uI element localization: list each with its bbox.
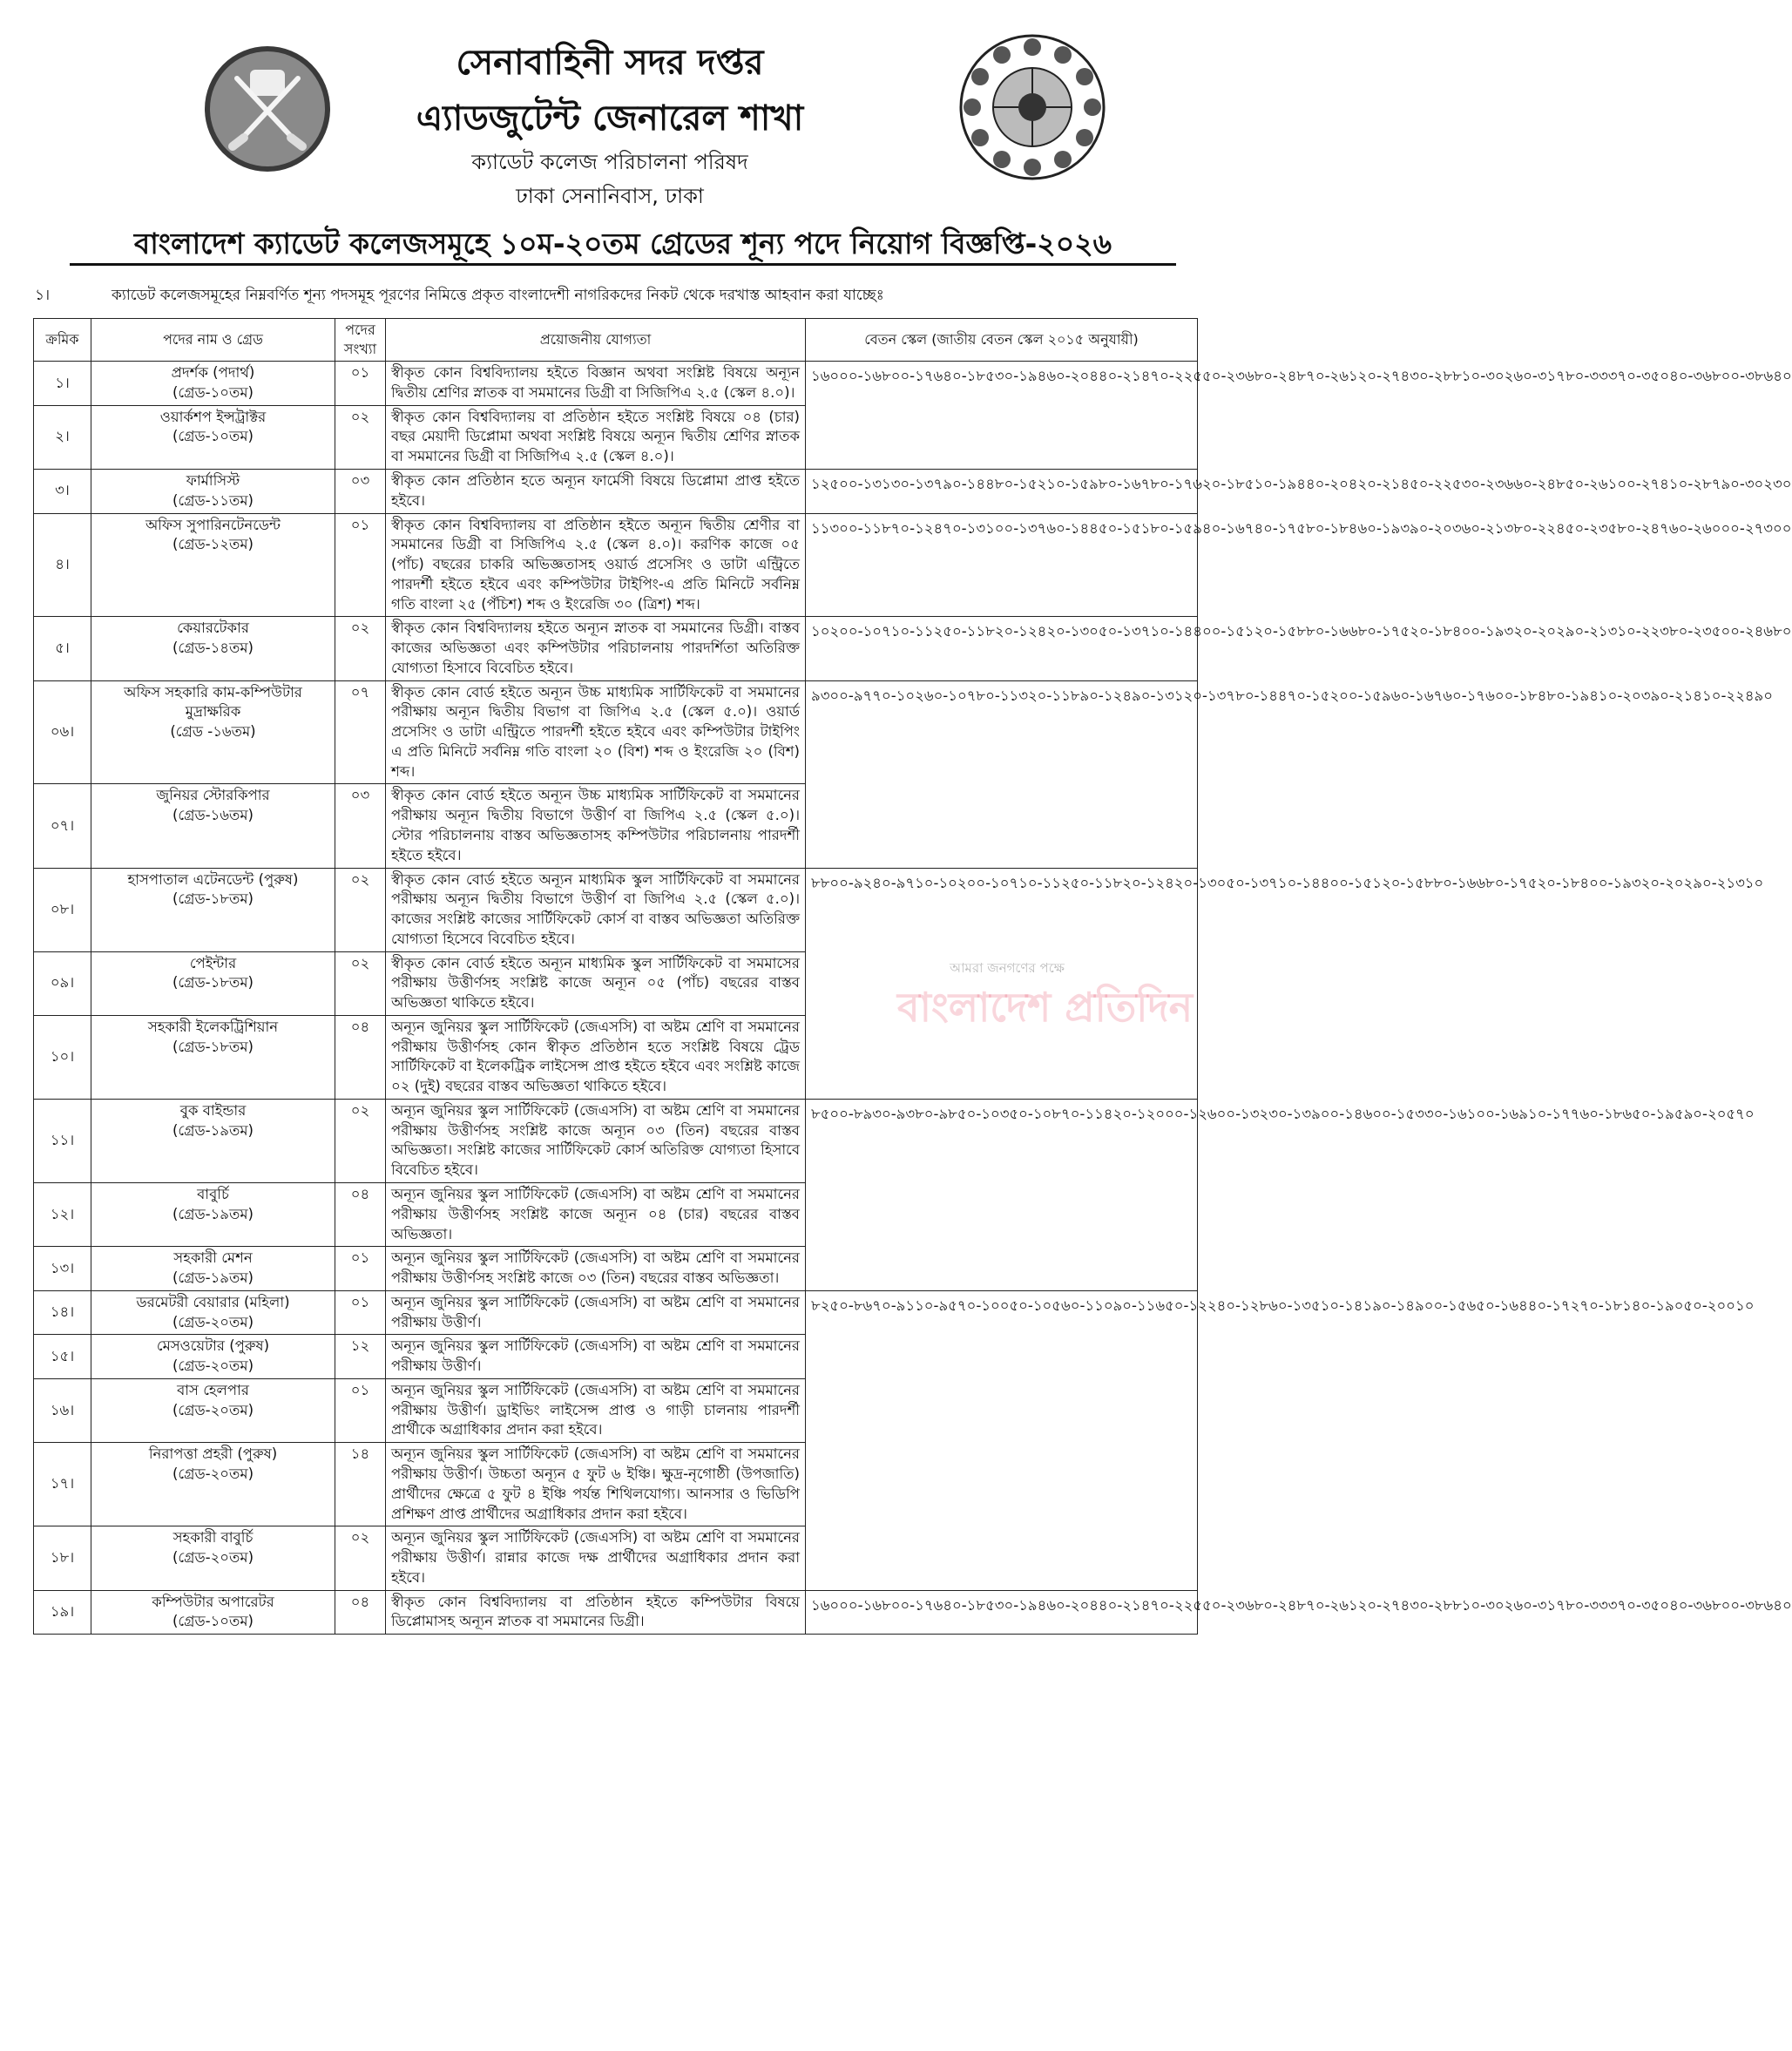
post-grade: (গ্রেড-১৬তম) — [172, 807, 254, 824]
table-row — [34, 513, 1198, 617]
row-qualification: অন্যূন জুনিয়র স্কুল সার্টিফিকেট (জেএসসি) বা অষ্টম শ্রেণি বা সমমানের পরীক্ষায় উত্তীর্ণ। — [386, 1335, 806, 1379]
row-serial: ১৬। — [34, 1378, 91, 1442]
post-name: মেসওয়েটার (পুরুষ) — [156, 1337, 270, 1355]
header-qualification: প্রয়োজনীয় যোগ্যতা — [386, 319, 806, 362]
row-count: ০৩ — [335, 784, 386, 868]
branch-name: এ্যাডজুটেন্ট জেনারেল শাখা — [416, 98, 804, 139]
row-qualification: অন্যূন জুনিয়র স্কুল সার্টিফিকেট (জেএসসি) বা অষ্টম শ্রেণি বা সমমানের পরীক্ষায় উত্তীর্ণসহ কোন স্বীকৃত প্রতিষ্ঠান হতে সংশ্লিষ্ট বিষয়ে ট্রেড সার্টিফিকেট বা ইলেকট্রিক লাইসেন্স প্রাপ্ত হইতে হইবে এবং সংশ্লিষ্ট কাজে ০২ (দুই) বছরের বাস্তব অভিজ্ঞতা থাকিতে হইবে। — [386, 1015, 806, 1099]
row-post — [91, 784, 335, 868]
row-serial: ১০। — [34, 1015, 91, 1099]
row-count: ০১ — [335, 1247, 386, 1291]
row-qualification: স্বীকৃত কোন বোর্ড হইতে অন্যূন উচ্চ মাধ্যমিক সার্টিফিকেট বা সমমানের পরীক্ষায় অন্যূন দ্বিতীয় বিভাগে উত্তীর্ণ বা জিপিএ ২.৫ (স্কেল ৫.০)। স্টোর পরিচালনায় বাস্তব অভিজ্ঞতাসহ কম্পিউটার পরিচালনায় পারদর্শী হইতে হইবে। — [386, 784, 806, 868]
row-post — [91, 362, 335, 406]
row-count: ০৩ — [335, 469, 386, 513]
row-count: ০৪ — [335, 1015, 386, 1099]
post-grade: (গ্রেড-১৯তম) — [172, 1121, 254, 1139]
post-name: হাসপাতাল এটেনডেন্ট (পুরুষ) — [127, 870, 299, 888]
post-name: কম্পিউটার অপারেটর — [152, 1593, 274, 1610]
post-name: সহকারী ইলেকট্রিশিয়ান — [147, 1018, 279, 1035]
post-grade: (গ্রেড-১৮তম) — [172, 974, 254, 992]
table-row — [34, 680, 1198, 784]
post-grade: (গ্রেড-১০তম) — [172, 383, 254, 401]
post-name: কেয়ারটেকার — [177, 619, 249, 637]
row-qualification: অন্যূন জুনিয়র স্কুল সার্টিফিকেট (জেএসসি) বা অষ্টম শ্রেণি বা সমমানের পরীক্ষায় উত্তীর্ণ। রান্নার কাজে দক্ষ প্রার্থীদের অগ্রাধিকার প্রদান করা হইবে। — [386, 1526, 806, 1590]
row-post — [91, 1526, 335, 1590]
post-name: ডরমেটরী বেয়ারার (মহিলা) — [136, 1293, 290, 1310]
city-name: ঢাকা সেনানিবাস, ঢাকা — [516, 184, 704, 208]
row-serial: ৪। — [34, 513, 91, 617]
post-name: অফিস সুপারিনটেনডেন্ট — [145, 516, 281, 533]
row-qualification: অন্যূন জুনিয়র স্কুল সার্টিফিকেট (জেএসসি) বা অষ্টম শ্রেণি বা সমমানের পরীক্ষায় উত্তীর্ণসহ সংশ্লিষ্ট কাজে অন্যূন ০৩ (তিন) বছরের বাস্তব অভিজ্ঞতা। সংশ্লিষ্ট কাজের সার্টিফিকেট কোর্স অতিরিক্ত যোগ্যতা হিসাবে বিবেচিত হইবে। — [386, 1099, 806, 1182]
post-name: অফিস সহকারি কাম-কম্পিউটার মুদ্রাক্ষরিক — [124, 683, 302, 721]
row-serial: ১৪। — [34, 1290, 91, 1335]
row-post — [91, 1590, 335, 1635]
row-qualification: স্বীকৃত কোন বিশ্ববিদ্যালয় বা প্রতিষ্ঠান হইতে সংশ্লিষ্ট বিষয়ে ০৪ (চার) বছর মেয়াদী ডিপ্লোমা অথবা সংশ্লিষ্ট বিষয়ে অন্যূন দ্বিতীয় শ্রেণির স্নাতক বা সমমানের ডিগ্রী বা সিজিপিএ ২.৫ (স্কেল ৪.০)। — [386, 405, 806, 469]
post-grade: (গ্রেড-১০তম) — [172, 428, 254, 445]
row-serial: ১১। — [34, 1099, 91, 1182]
post-name: জুনিয়র স্টোরকিপার — [156, 787, 270, 804]
row-count: ০২ — [335, 951, 386, 1015]
row-count: ০২ — [335, 405, 386, 469]
post-grade: (গ্রেড -১৬তম) — [170, 723, 256, 741]
row-post — [91, 1015, 335, 1099]
row-serial: ১। — [34, 362, 91, 406]
watermark-tagline: আমরা জনগণের পক্ষে — [950, 960, 1065, 976]
post-name: ফার্মাসিস্ট — [186, 471, 240, 489]
row-serial: ১২। — [34, 1183, 91, 1247]
intro-number: ১। — [35, 287, 51, 304]
post-grade: (গ্রেড-১৮তম) — [172, 1038, 254, 1055]
row-qualification: অন্যূন জুনিয়র স্কুল সার্টিফিকেট (জেএসসি) বা অষ্টম শ্রেণি বা সমমানের পরীক্ষায় উত্তীর্ণ। ড্রাইভিং লাইসেন্স প্রাপ্ত ও গাড়ী চালনায় পারদর্শী প্রার্থীকে অগ্রাধিকার প্রদান করা হইবে। — [386, 1378, 806, 1442]
row-serial: ১৭। — [34, 1443, 91, 1526]
row-count: ০২ — [335, 617, 386, 680]
post-name: নিরাপত্তা প্রহরী (পুরুষ) — [148, 1445, 278, 1463]
table-row — [34, 617, 1198, 680]
row-serial: ১৮। — [34, 1526, 91, 1590]
organization-name: সেনাবাহিনী সদর দপ্তর — [456, 43, 764, 83]
row-post — [91, 951, 335, 1015]
row-serial: ১৯। — [34, 1590, 91, 1635]
row-post — [91, 617, 335, 680]
row-post — [91, 1099, 335, 1182]
row-qualification: স্বীকৃত কোন বোর্ড হইতে অন্যূন মাধ্যমিক স্কুল সার্টিফিকেট বা সমমানের পরীক্ষায় অন্যূন দ্বিতীয় বিভাগে উত্তীর্ণ বা জিপিএ ২.৫ (স্কেল ৫.০)। কাজের সংশ্লিষ্ট কাজের সার্টিফিকেট কোর্স বা বাস্তব অভিজ্ঞতা অতিরিক্ত যোগ্যতা হিসেবে বিবেচিত হইবে। — [386, 868, 806, 951]
row-pay-scale: ৮৮০০-৯২৪০-৯৭১০-১০২০০-১০৭১০-১১২৫০-১১৮২০-১২৪২০-১৩০৫০-১৩৭১০-১৪৪০০-১৫১২০-১৫৮৮০-১৬৬৮০-১৭৫২০-১৮৪০০-১৯৩২০-২০২৯০-২১৩১০ — [806, 868, 1198, 1099]
post-grade: (গ্রেড-১১তম) — [172, 491, 254, 509]
row-serial: ২। — [34, 405, 91, 469]
row-serial: ১৫। — [34, 1335, 91, 1379]
post-name: পেইন্টার — [189, 954, 237, 971]
row-pay-scale: ৮২৫০-৮৬৭০-৯১১০-৯৫৭০-১০০৫০-১০৫৬০-১১০৯০-১১৬৫০-১২২৪০-১২৮৬০-১৩৫১০-১৪১৯০-১৪৯০০-১৫৬৫০-১৬৪৪০-১৭২৭০-১৮১৪০-১৯০৫০-২০০১০ — [806, 1290, 1198, 1590]
row-post — [91, 1183, 335, 1247]
post-grade: (গ্রেড-১২তম) — [172, 536, 254, 553]
row-post — [91, 1247, 335, 1291]
row-serial: ৫। — [34, 617, 91, 680]
row-pay-scale: ৮৫০০-৮৯৩০-৯৩৮০-৯৮৫০-১০৩৫০-১০৮৭০-১১৪২০-১২০০০-১২৬০০-১৩২৩০-১৩৯০০-১৪৬০০-১৫৩৩০-১৬১০০-১৬৯১০-১৭৭৬০-১৮৬৫০-১৯৫৯০-২০৫৭০ — [806, 1099, 1198, 1290]
row-pay-scale: ১৬০০০-১৬৮০০-১৭৬৪০-১৮৫৩০-১৯৪৬০-২০৪৪০-২১৪৭০-২২৫৫০-২৩৬৮০-২৪৮৭০-২৬১২০-২৭৪৩০-২৮৮১০-৩০২৬০-৩১৭৮০-৩৩৩৭০-৩৫০৪০-৩৬৮০০-৩৮৬৪০ — [806, 362, 1198, 470]
row-qualification: অন্যূন জুনিয়র স্কুল সার্টিফিকেট (জেএসসি) বা অষ্টম শ্রেণি বা সমমানের পরীক্ষায় উত্তীর্ণ। — [386, 1290, 806, 1335]
row-qualification: অন্যূন জুনিয়র স্কুল সার্টিফিকেট (জেএসসি) বা অষ্টম শ্রেণি বা সমমানের পরীক্ষায় উত্তীর্ণসহ সংশ্লিষ্ট কাজে অন্যূন ০৪ (চার) বছরের বাস্তব অভিজ্ঞতা। — [386, 1183, 806, 1247]
watermark-brand: বাংলাদেশ প্রতিদিন — [897, 984, 1194, 1031]
header-serial: ক্রমিক — [34, 319, 91, 362]
post-grade: (গ্রেড-২০তম) — [172, 1313, 254, 1330]
post-grade: (গ্রেড-১৯তম) — [172, 1205, 254, 1222]
row-qualification: অন্যূন জুনিয়র স্কুল সার্টিফিকেট (জেএসসি) বা অষ্টম শ্রেণি বা সমমানের পরীক্ষায় উত্তীর্ণসহ সংশ্লিষ্ট কাজে ০৩ (তিন) বছরের বাস্তব অভিজ্ঞতা। — [386, 1247, 806, 1291]
table-row — [34, 1290, 1198, 1335]
notice-header — [0, 0, 1220, 234]
row-serial: ০৯। — [34, 951, 91, 1015]
row-count: ০৪ — [335, 1590, 386, 1635]
row-post — [91, 1443, 335, 1526]
row-post — [91, 680, 335, 784]
row-serial: ০৬। — [34, 680, 91, 784]
row-serial: ০৭। — [34, 784, 91, 868]
row-count: ০২ — [335, 1526, 386, 1590]
row-qualification: স্বীকৃত কোন বোর্ড হইতে অন্যূন উচ্চ মাধ্যমিক সার্টিফিকেট বা সমমানের পরীক্ষায় অন্যূন দ্বিতীয় বিভাগ বা জিপিএ ২.৫ (স্কেল ৫.০)। ওয়ার্ড প্রসেসিং ও ডাটা এন্ট্রিতে পারদর্শী হইতে হইবে এবং কম্পিউটার টাইপিং এ প্রতি মিনিটে সর্বনিম্ন গতি বাংলা ২০ (বিশ) শব্দ ও ইংরেজি ২০ (বিশ) শব্দ। — [386, 680, 806, 784]
post-name: সহকারী বাবুর্চি — [172, 1529, 254, 1547]
table-header-row — [34, 319, 1198, 362]
row-post — [91, 469, 335, 513]
row-count: ০২ — [335, 1099, 386, 1182]
header-pay-scale: বেতন স্কেল (জাতীয় বেতন স্কেল ২০১৫ অনুযায়ী) — [806, 319, 1198, 362]
post-grade: (গ্রেড-১৯তম) — [172, 1269, 254, 1287]
row-count: ১৪ — [335, 1443, 386, 1526]
row-qualification: অন্যূন জুনিয়র স্কুল সার্টিফিকেট (জেএসসি) বা অষ্টম শ্রেণি বা সমমানের পরীক্ষায় উত্তীর্ণ। উচ্চতা অন্যূন ৫ ফুট ৬ ইঞ্চি। ক্ষুদ্র-নৃগোষ্ঠী (উপজাতি) প্রার্থীদের ক্ষেত্রে ৫ ফুট ৪ ইঞ্চি পর্যন্ত শিথিলযোগ্য। আনসার ও ভিডিপি প্রশিক্ষণ প্রাপ্ত প্রার্থীদের অগ্রাধিকার প্রদান করা হইবে। — [386, 1443, 806, 1526]
row-post — [91, 1290, 335, 1335]
row-post — [91, 1335, 335, 1379]
row-pay-scale: ১২৫০০-১৩১৩০-১৩৭৯০-১৪৪৮০-১৫২১০-১৫৯৮০-১৬৭৮০-১৭৬২০-১৮৫১০-১৯৪৪০-২০৪২০-২১৪৫০-২২৫৩০-২৩৬৬০-২৪৮৫০-২৬১০০-২৭৪১০-২৮৭৯০-৩০২৩০ — [806, 469, 1198, 513]
row-pay-scale: ১১৩০০-১১৮৭০-১২৪৭০-১৩১০০-১৩৭৬০-১৪৪৫০-১৫১৮০-১৫৯৪০-১৬৭৪০-১৭৫৮০-১৮৪৬০-১৯৩৯০-২০৩৬০-২১৩৮০-২২৪৫০-২৩৫৮০-২৪৭৬০-২৬০০০-২৭৩০০ — [806, 513, 1198, 617]
post-grade: (গ্রেড-২০তম) — [172, 1357, 254, 1375]
row-serial: ১৩। — [34, 1247, 91, 1291]
table-row — [34, 1099, 1198, 1182]
row-qualification: স্বীকৃত কোন বিশ্ববিদ্যালয় বা প্রতিষ্ঠান হইতে অন্যূন দ্বিতীয় শ্রেণীর বা সমমানের ডিগ্রী বা সিজিপিএ ২.৫ (স্কেল ৪.০)। করণিক কাজে ০৫ (পাঁচ) বছরের চাকরি অভিজ্ঞতাসহ ওয়ার্ড প্রসেসিং ও ডাটা এন্ট্রিতে পারদর্শী হইতে হইবে এবং কম্পিউটার টাইপিং-এ প্রতি মিনিটে সর্বনিম্ন গতি বাংলা ২৫ (পঁচিশ) শব্দ ও ইংরেজি ৩০ (ত্রিশ) শব্দ। — [386, 513, 806, 617]
row-count: ০৭ — [335, 680, 386, 784]
row-serial: ৩। — [34, 469, 91, 513]
row-qualification: স্বীকৃত কোন বিশ্ববিদ্যালয় হইতে বিজ্ঞান অথবা সংশ্লিষ্ট বিষয়ে অন্যূন দ্বিতীয় শ্রেণির স্নাতক বা সমমানের ডিগ্রী বা সিজিপিএ ২.৫ (স্কেল ৪.০)। — [386, 362, 806, 406]
row-pay-scale: ১০২০০-১০৭১০-১১২৫০-১১৮২০-১২৪২০-১৩০৫০-১৩৭১০-১৪৪০০-১৫১২০-১৫৮৮০-১৬৬৮০-১৭৫২০-১৮৪০০-১৯৩২০-২০২৯০-২১৩১০-২২৩৮০-২৩৫০০-২৪৬৮০ — [806, 617, 1198, 680]
row-count: ০১ — [335, 513, 386, 617]
post-grade: (গ্রেড-১৪তম) — [172, 640, 254, 657]
post-name: বাস হেলপার — [177, 1381, 249, 1398]
row-pay-scale: ১৬০০০-১৬৮০০-১৭৬৪০-১৮৫৩০-১৯৪৬০-২০৪৪০-২১৪৭০-২২৫৫০-২৩৬৮০-২৪৮৭০-২৬১২০-২৭৪৩০-২৮৮১০-৩০২৬০-৩১৭৮০-৩৩৩৭০-৩৫০৪০-৩৬৮০০-৩৮৬৪০ — [806, 1590, 1198, 1635]
council-name: ক্যাডেট কলেজ পরিচালনা পরিষদ — [471, 150, 748, 174]
post-name: বাবুর্চি — [197, 1186, 229, 1203]
row-count: ১২ — [335, 1335, 386, 1379]
row-count: ০২ — [335, 868, 386, 951]
post-name: ওয়ার্কশপ ইন্সট্রাক্টর — [159, 408, 267, 425]
post-name: বুক বাইন্ডার — [179, 1101, 247, 1119]
post-grade: (গ্রেড-২০তম) — [172, 1401, 254, 1418]
row-qualification: স্বীকৃত কোন বিশ্ববিদ্যালয় বা প্রতিষ্ঠান হইতে কম্পিউটার বিষয়ে ডিপ্লোমাসহ অন্যূন স্নাতক বা সমমানের ডিগ্রী। — [386, 1590, 806, 1635]
row-qualification: স্বীকৃত কোন বিশ্ববিদ্যালয় হইতে অন্যূন স্নাতক বা সমমানের ডিগ্রী। বাস্তব কাজের অভিজ্ঞতা এবং কম্পিউটার পরিচালনায় পারদর্শিতা অতিরিক্ত যোগ্যতা হিসাবে বিবেচিত হইবে। — [386, 617, 806, 680]
header-count: পদের সংখ্যা — [335, 319, 386, 362]
row-count: ০১ — [335, 1290, 386, 1335]
post-grade: (গ্রেড-১০তম) — [172, 1613, 254, 1630]
title-underline — [70, 263, 1176, 266]
post-name: সহকারী মেশন — [173, 1249, 253, 1267]
post-grade: (গ্রেড-২০তম) — [172, 1549, 254, 1567]
row-qualification: স্বীকৃত কোন প্রতিষ্ঠান হতে অন্যূন ফার্মেসী বিষয়ে ডিপ্লোমা প্রাপ্ত হইতে হইবে। — [386, 469, 806, 513]
table-row — [34, 362, 1198, 406]
row-count: ০১ — [335, 1378, 386, 1442]
post-grade: (গ্রেড-২০তম) — [172, 1465, 254, 1482]
post-name: প্রদর্শক (পদার্থ) — [171, 364, 255, 382]
row-serial: ০৮। — [34, 868, 91, 951]
intro-text: ক্যাডেট কলেজসমূহের নিম্নবর্ণিত শূন্য পদসমূহ পূরণের নিমিত্তে প্রকৃত বাংলাদেশী নাগরিকদের নিকট থেকে দরখাস্ত আহবান করা যাচ্ছেঃ — [112, 287, 884, 304]
table-row — [34, 1590, 1198, 1635]
notice-title: বাংলাদেশ ক্যাডেট কলেজসমূহে ১০ম-২০তম গ্রেডের শূন্য পদে নিয়োগ বিজ্ঞপ্তি-২০২৬ — [133, 227, 1112, 261]
row-pay-scale: ৯৩০০-৯৭৭০-১০২৬০-১০৭৮০-১১৩২০-১১৮৯০-১২৪৯০-১৩১২০-১৩৭৮০-১৪৪৭০-১৫২০০-১৫৯৬০-১৬৭৬০-১৭৬০০-১৮৪৮০-১৯৪১০-২০৩৯০-২১৪১০-২২৪৯০ — [806, 680, 1198, 868]
row-qualification: স্বীকৃত কোন বোর্ড হইতে অন্যূন মাধ্যমিক স্কুল সার্টিফিকেট বা সমমাসের পরীক্ষায় উত্তীর্ণসহ সংশ্লিষ্ট কাজে অন্যূন ০৫ (পাঁচ) বছরের বাস্তব অভিজ্ঞতা থাকিতে হইবে। — [386, 951, 806, 1015]
row-post — [91, 868, 335, 951]
post-grade: (গ্রেড-১৮তম) — [172, 890, 254, 908]
table-row — [34, 868, 1198, 951]
row-post — [91, 513, 335, 617]
row-count: ০৪ — [335, 1183, 386, 1247]
table-row — [34, 469, 1198, 513]
row-post — [91, 405, 335, 469]
row-post — [91, 1378, 335, 1442]
header-post: পদের নাম ও গ্রেড — [91, 319, 335, 362]
row-count: ০১ — [335, 362, 386, 406]
